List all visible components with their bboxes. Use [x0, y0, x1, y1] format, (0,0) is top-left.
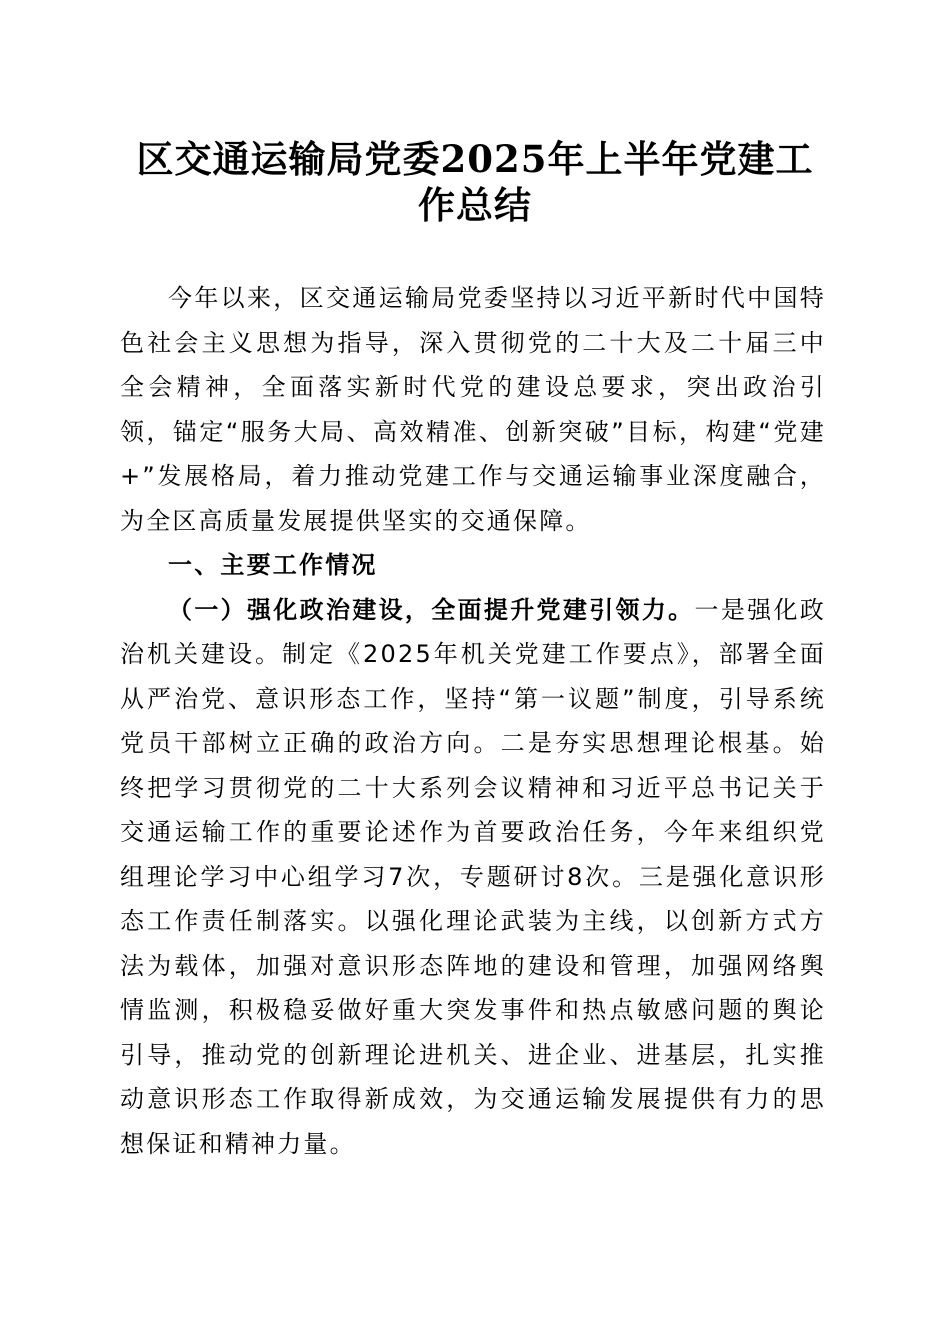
- section-heading: 一、主要工作情况: [168, 551, 378, 579]
- subsection-paragraph: [120, 588, 826, 1167]
- document-title: 区交通运输局党委2025年上半年党建工作总结: [136, 137, 814, 227]
- subsection-lead: （一）强化政治建设，全面提升党建引领力。: [168, 595, 695, 624]
- subsection-body: 一是强化政治机关建设。制定《2025年机关党建工作要点》，部署全面从严治党、意识形态工作，坚持“第一议题”制度，引导系统党员干部树立正确的政治方向。二是夯实思想理论根基。始终把学习贯彻党的二十大系列会议精神和习近平总书记关于交通运输工作的重要论述作为首要政治任务，今年来组织党组理论学习中心组学习7次，专题研讨8次。三是强化意识形态工作责任制落实。以强化理论武装为主线，以创新方式方法为载体，加强对意识形态阵地的建设和管理，加强网络舆情监测，积极稳妥做好重大突发事件和热点敏感问题的舆论引导，推动党的创新理论进机关、进企业、进基层，扎实推动意识形态工作取得新成效，为交通运输发展提供有力的思想保证和精神力量。: [120, 595, 826, 1158]
- document-body: [120, 276, 826, 1166]
- intro-paragraph: 今年以来，区交通运输局党委坚持以习近平新时代中国特色社会主义思想为指导，深入贯彻党的二十大及二十届三中全会精神，全面落实新时代党的建设总要求，突出政治引领，锚定“服务大局、高效精准、创新突破”目标，构建“党建+”发展格局，着力推动党建工作与交通运输事业深度融合，为全区高质量发展提供坚实的交通保障。: [120, 284, 826, 535]
